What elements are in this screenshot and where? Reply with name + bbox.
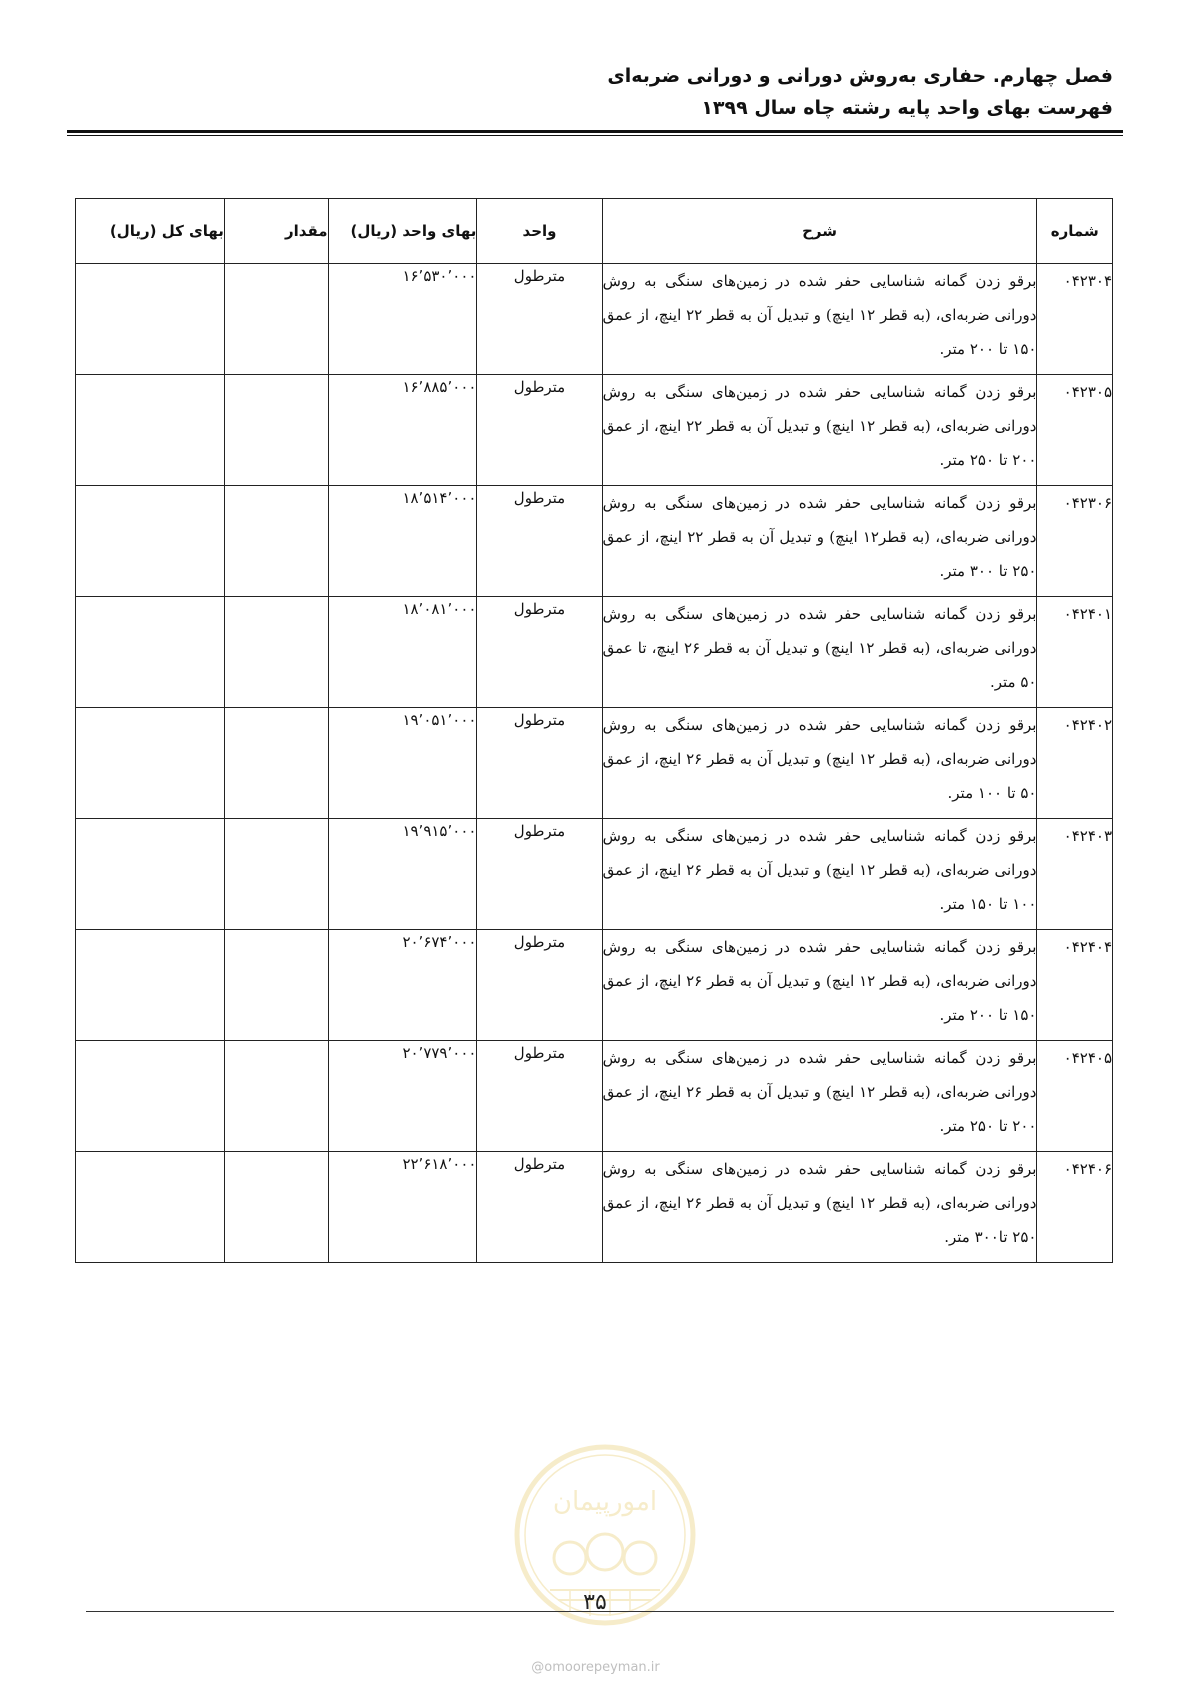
header-unit-price: بهای واحد (ریال) xyxy=(328,199,477,264)
item-number: ۰۴۲۴۰۲ xyxy=(1037,708,1113,819)
header-number: شماره xyxy=(1037,199,1113,264)
table-row xyxy=(76,930,1113,1041)
item-description: برقو زدن گمانه شناسایی حفر شده در زمین‌های سنگی به روش دورانی ضربه‌ای، (به قطر۱۲ اینچ) و تبدیل آن به قطر ۲۲ اینچ، از عمق ۲۵۰ تا ۳۰۰ متر. xyxy=(602,486,1037,597)
item-total-price xyxy=(76,1041,225,1152)
item-unit: مترطول xyxy=(477,1152,602,1263)
item-total-price xyxy=(76,1152,225,1263)
item-total-price xyxy=(76,486,225,597)
item-quantity xyxy=(224,264,328,375)
item-description: برقو زدن گمانه شناسایی حفر شده در زمین‌های سنگی به روش دورانی ضربه‌ای، (به قطر ۱۲ اینچ) و تبدیل آن به قطر ۲۶ اینچ، تا عمق ۵۰ متر. xyxy=(602,597,1037,708)
item-unit-price: ۱۸٬۵۱۴٬۰۰۰ xyxy=(328,486,477,597)
item-number: ۰۴۲۴۰۶ xyxy=(1037,1152,1113,1263)
price-list-table xyxy=(75,198,1113,1263)
item-unit-price: ۲۰٬۶۷۴٬۰۰۰ xyxy=(328,930,477,1041)
document-title: فهرست بهای واحد پایه رشته چاه سال ۱۳۹۹ xyxy=(701,97,1113,119)
item-quantity xyxy=(224,819,328,930)
table-row xyxy=(76,264,1113,375)
item-description: برقو زدن گمانه شناسایی حفر شده در زمین‌های سنگی به روش دورانی ضربه‌ای، (به قطر ۱۲ اینچ) و تبدیل آن به قطر ۲۲ اینچ، از عمق ۱۵۰ تا ۲۰۰ متر. xyxy=(602,264,1037,375)
header-rule-thick xyxy=(67,130,1123,133)
table-row xyxy=(76,597,1113,708)
item-unit-price: ۲۲٬۶۱۸٬۰۰۰ xyxy=(328,1152,477,1263)
item-number: ۰۴۲۴۰۴ xyxy=(1037,930,1113,1041)
item-quantity xyxy=(224,486,328,597)
table-row xyxy=(76,375,1113,486)
item-number: ۰۴۲۳۰۶ xyxy=(1037,486,1113,597)
footer-website: @omoorepeyman.ir xyxy=(531,1660,660,1675)
table-row xyxy=(76,486,1113,597)
item-quantity xyxy=(224,375,328,486)
item-total-price xyxy=(76,375,225,486)
item-description: برقو زدن گمانه شناسایی حفر شده در زمین‌های سنگی به روش دورانی ضربه‌ای، (به قطر ۱۲ اینچ) و تبدیل آن به قطر ۲۶ اینچ، از عمق ۵۰ تا ۱۰۰ متر. xyxy=(602,708,1037,819)
item-unit: مترطول xyxy=(477,819,602,930)
header-quantity: مقدار xyxy=(224,199,328,264)
item-quantity xyxy=(224,1152,328,1263)
item-number: ۰۴۲۳۰۴ xyxy=(1037,264,1113,375)
item-unit-price: ۱۶٬۵۳۰٬۰۰۰ xyxy=(328,264,477,375)
item-quantity xyxy=(224,708,328,819)
item-unit-price: ۱۸٬۰۸۱٬۰۰۰ xyxy=(328,597,477,708)
item-quantity xyxy=(224,1041,328,1152)
page-header xyxy=(73,60,1113,124)
table-row xyxy=(76,1041,1113,1152)
item-total-price xyxy=(76,819,225,930)
page-number: ۳۵ xyxy=(583,1590,607,1615)
item-unit-price: ۱۹٬۹۱۵٬۰۰۰ xyxy=(328,819,477,930)
table-row xyxy=(76,1152,1113,1263)
item-total-price xyxy=(76,708,225,819)
item-unit: مترطول xyxy=(477,264,602,375)
header-rule-thin xyxy=(67,135,1123,136)
item-unit: مترطول xyxy=(477,1041,602,1152)
item-number: ۰۴۲۳۰۵ xyxy=(1037,375,1113,486)
item-description: برقو زدن گمانه شناسایی حفر شده در زمین‌های سنگی به روش دورانی ضربه‌ای، (به قطر ۱۲ اینچ) و تبدیل آن به قطر ۲۶ اینچ، از عمق ۱۰۰ تا ۱۵۰ متر. xyxy=(602,819,1037,930)
chapter-title: فصل چهارم. حفاری به‌روش دورانی و دورانی ضربه‌ای xyxy=(607,65,1113,87)
item-unit-price: ۱۶٬۸۸۵٬۰۰۰ xyxy=(328,375,477,486)
item-quantity xyxy=(224,930,328,1041)
table-row xyxy=(76,708,1113,819)
item-unit: مترطول xyxy=(477,375,602,486)
item-total-price xyxy=(76,264,225,375)
item-quantity xyxy=(224,597,328,708)
item-description: برقو زدن گمانه شناسایی حفر شده در زمین‌های سنگی به روش دورانی ضربه‌ای، (به قطر ۱۲ اینچ) و تبدیل آن به قطر ۲۶ اینچ، از عمق ۲۰۰ تا ۲۵۰ متر. xyxy=(602,1041,1037,1152)
header-description: شرح xyxy=(602,199,1037,264)
header-unit: واحد xyxy=(477,199,602,264)
item-description: برقو زدن گمانه شناسایی حفر شده در زمین‌های سنگی به روش دورانی ضربه‌ای، (به قطر ۱۲ اینچ) و تبدیل آن به قطر ۲۶ اینچ، از عمق ۱۵۰ تا ۲۰۰ متر. xyxy=(602,930,1037,1041)
item-description: برقو زدن گمانه شناسایی حفر شده در زمین‌های سنگی به روش دورانی ضربه‌ای، (به قطر ۱۲ اینچ) و تبدیل آن به قطر ۲۲ اینچ، از عمق ۲۰۰ تا ۲۵۰ متر. xyxy=(602,375,1037,486)
item-number: ۰۴۲۴۰۱ xyxy=(1037,597,1113,708)
item-unit-price: ۱۹٬۰۵۱٬۰۰۰ xyxy=(328,708,477,819)
table-header-row xyxy=(76,199,1113,264)
item-total-price xyxy=(76,597,225,708)
watermark-text: امورپیمان xyxy=(552,1487,658,1517)
item-unit: مترطول xyxy=(477,930,602,1041)
item-unit: مترطول xyxy=(477,597,602,708)
item-total-price xyxy=(76,930,225,1041)
item-unit-price: ۲۰٬۷۷۹٬۰۰۰ xyxy=(328,1041,477,1152)
item-unit: مترطول xyxy=(477,708,602,819)
header-total-price: بهای کل (ریال) xyxy=(76,199,225,264)
item-number: ۰۴۲۴۰۳ xyxy=(1037,819,1113,930)
table-row xyxy=(76,819,1113,930)
item-description: برقو زدن گمانه شناسایی حفر شده در زمین‌های سنگی به روش دورانی ضربه‌ای، (به قطر ۱۲ اینچ) و تبدیل آن به قطر ۲۶ اینچ، از عمق ۲۵۰ تا۳۰۰ متر. xyxy=(602,1152,1037,1263)
item-number: ۰۴۲۴۰۵ xyxy=(1037,1041,1113,1152)
item-unit: مترطول xyxy=(477,486,602,597)
